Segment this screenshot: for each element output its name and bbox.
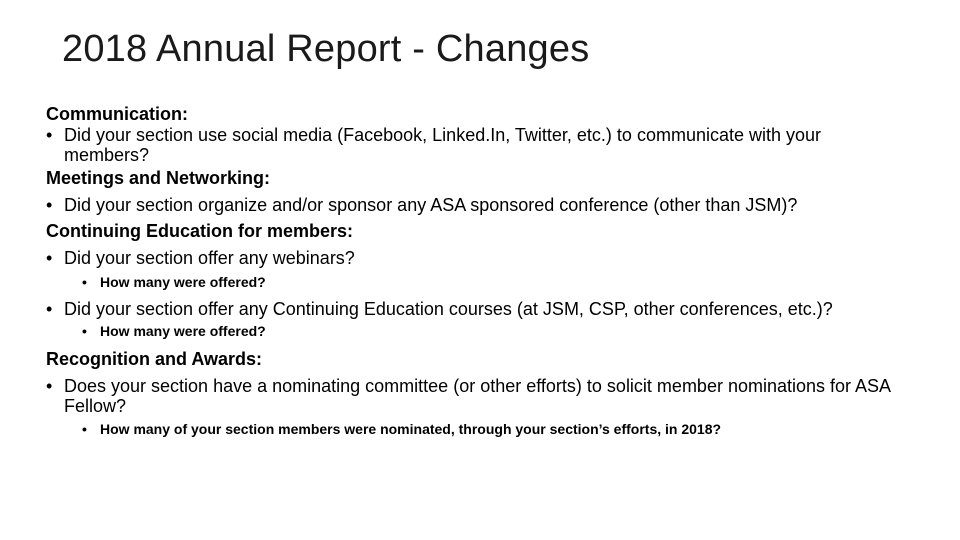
sub-bullet-text: How many of your section members were nominated, through your section’s efforts, in 2018? — [100, 421, 722, 437]
bullet-text: Did your section organize and/or sponsor any ASA sponsored conference (other than JSM)? — [64, 195, 798, 215]
section-heading-communication: Communication: — [46, 104, 188, 124]
section-heading-recognition: Recognition and Awards: — [46, 349, 263, 369]
bullet-item — [46, 248, 906, 268]
sub-bullet-item — [46, 273, 906, 291]
bullet-text: Does your section have a nominating committee (or other efforts) to solicit member nominations for ASA Fellow? — [64, 376, 891, 416]
sub-bullet-icon: • — [82, 274, 87, 290]
bullet-item — [46, 125, 906, 165]
sub-bullet-icon: • — [82, 421, 87, 437]
bullet-icon: • — [46, 299, 53, 319]
bullet-item — [46, 195, 906, 215]
bullet-icon: • — [46, 125, 53, 145]
bullet-text: Did your section use social media (Facebook, Linked.In, Twitter, etc.) to communicate with your members? — [64, 125, 822, 165]
bullet-icon: • — [46, 376, 53, 396]
section-heading-meetings: Meetings and Networking: — [46, 168, 271, 188]
sub-bullet-item — [46, 322, 906, 340]
sub-bullet-text: How many were offered? — [100, 274, 266, 290]
slide-title: 2018 Annual Report - Changes — [62, 28, 590, 70]
bullet-item — [46, 376, 906, 416]
bullet-text: Did your section offer any webinars? — [64, 248, 355, 268]
sub-bullet-item — [46, 420, 906, 438]
section-heading-continuing-education: Continuing Education for members: — [46, 221, 354, 241]
sub-bullet-icon: • — [82, 323, 87, 339]
slide-body — [46, 103, 906, 438]
bullet-icon: • — [46, 248, 53, 268]
sub-bullet-text: How many were offered? — [100, 323, 266, 339]
bullet-icon: • — [46, 195, 53, 215]
bullet-item — [46, 299, 906, 319]
bullet-text: Did your section offer any Continuing Education courses (at JSM, CSP, other conferences, etc.)? — [64, 299, 833, 319]
